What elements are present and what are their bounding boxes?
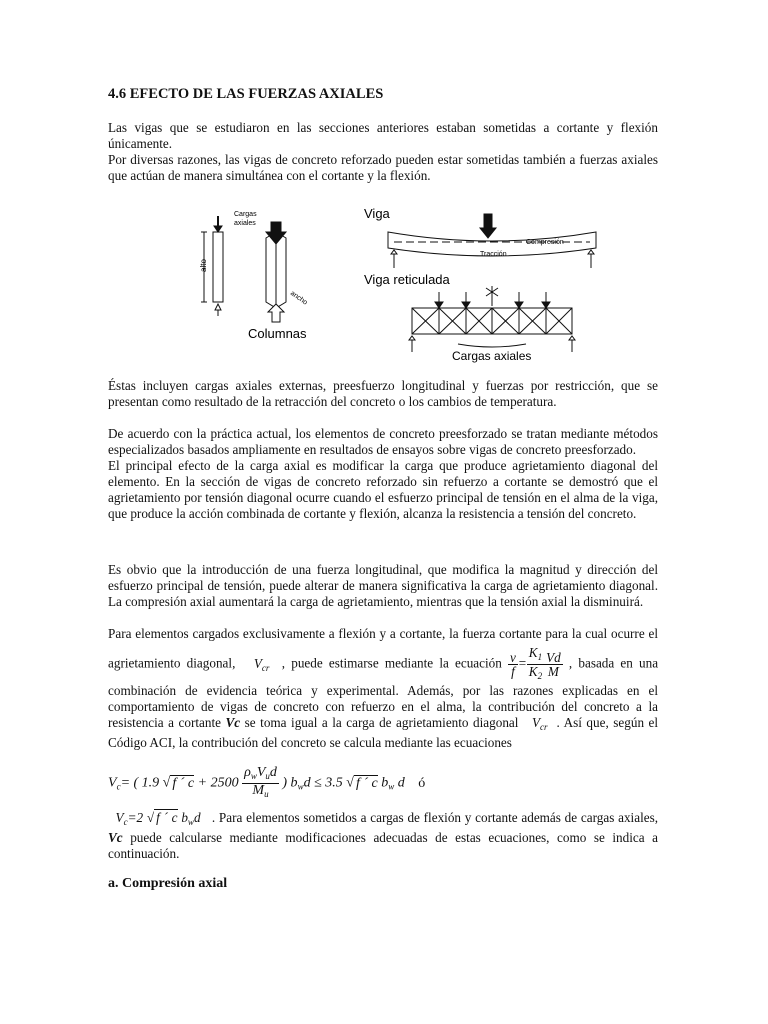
practica-line-2: El principal efecto de la carga axial es modificar la carga que produce agrietamiento diagonal del elemento. En la sección de vigas de concreto reforzado sin refuerzo a cortante se demostró que el agrietamiento por tensión diagonal ocurre cuando el esfuerzo principal de tensión en el alma de la viga, que produce la acción combinada de cortante y flexión, alcanza la resistencia a tensión del concreto. bbox=[108, 458, 658, 521]
column-2 bbox=[266, 222, 286, 322]
viga-label: Viga bbox=[364, 206, 390, 221]
vcr-symbol-2: $V_{cr}$ bbox=[522, 715, 548, 732]
compresion-label: Compresión bbox=[526, 239, 564, 246]
vcr-symbol: $V_{cr}$ bbox=[241, 655, 270, 673]
final-text-1: . Para elementos sometidos a cargas de flexión y cortante además de cargas axiales, bbox=[211, 810, 659, 825]
equation-vc-1: $V_c=$ ( 1.9 √ f ´ c + 2500 $\frac{\rho_wV_ud}{M_u}$ ) $b_wd \le 3.5$ √ f ´ c $b_w$ d ó bbox=[108, 765, 426, 799]
vc-bold-2: Vc bbox=[108, 830, 123, 845]
truss bbox=[409, 286, 575, 352]
final-paragraph bbox=[108, 810, 658, 862]
figure-caption: Cargas axiales bbox=[452, 349, 532, 363]
intro-line-2: Por diversas razones, las vigas de concreto reforzado pueden estar sometidas también a fuerzas axiales que actúan de manera simultánea con el cortante y la flexión. bbox=[108, 152, 658, 183]
equation-v-over-f: $\frac{v}{f}$ = $\frac{K_1}{K_2}$ $\frac{Vd}{M}$ bbox=[510, 645, 561, 681]
flexion-text-1: Para elementos cargados exclusivamente a flexión y a cortante, la fuerza cortante para la cual ocurre el agrietamiento diagonal, bbox=[108, 626, 658, 671]
axial-loads-figure bbox=[190, 198, 630, 370]
flexion-text-2: , puede estimarse mediante la ecuación bbox=[281, 655, 502, 671]
equation-vc-2: $V_c=2$ √ f ´ c $b_wd$ bbox=[108, 810, 209, 827]
columnas-label: Columnas bbox=[248, 326, 307, 341]
section-title: 4.6 EFECTO DE LAS FUERZAS AXIALES bbox=[108, 86, 384, 102]
intro-line-1: Las vigas que se estudiaron en las secciones anteriores estaban sometidas a cortante y flexión únicamente. bbox=[108, 120, 658, 151]
intro-paragraph bbox=[108, 120, 658, 184]
estas-paragraph: Éstas incluyen cargas axiales externas, preesfuerzo longitudinal y fuerzas por restricción, que se presentan como resultado de la retracción del concreto o los cambios de temperatura. bbox=[108, 378, 658, 409]
subheading-compresion: a. Compresión axial bbox=[108, 876, 228, 891]
practica-line-1: De acuerdo con la práctica actual, los elementos de concreto preesforzado se tratan mediante métodos especializados basados ampliamente en resultados de ensayos sobre vigas de concreto preesforzado. bbox=[108, 426, 658, 457]
ancho-label: ancho bbox=[288, 289, 309, 307]
vc-bold-1: Vc bbox=[225, 715, 241, 730]
alto-label: alto bbox=[199, 259, 208, 272]
obvio-paragraph: Es obvio que la introducción de una fuerza longitudinal, que modifica la magnitud y dirección del esfuerzo principal de tensión, puede alterar de manera significativa la carga de agrietamiento diagonal. La compresión axial aumentará la carga de agrietamiento, mientras que la tensión axial la disminuirá. bbox=[108, 562, 658, 609]
flexion-text-3: , basada en una combinación de evidencia teórica y experimental. Además, por las razones explicadas en el comportamiento de vigas de concreto con refuerzo en el alma, la contribución del concreto a la resistencia a cortante bbox=[108, 655, 659, 730]
cargas-axiales-label-2: axiales bbox=[234, 220, 256, 227]
eq-o: ó bbox=[418, 775, 426, 791]
traccion-label: Tracción bbox=[480, 251, 507, 258]
flexion-paragraph bbox=[108, 626, 658, 751]
beam bbox=[388, 214, 596, 268]
final-text-2: puede calcularse mediante modificaciones adecuadas de estas ecuaciones, como se indica a continuación. bbox=[108, 830, 658, 861]
practica-paragraph bbox=[108, 426, 658, 522]
cargas-axiales-label-1: Cargas bbox=[234, 211, 257, 218]
flexion-text-4: se toma igual a la carga de agrietamiento diagonal bbox=[244, 715, 519, 730]
flexion-text-5: . Así que, según el Código ACI, la contribución del concreto se calcula mediante las ecuaciones bbox=[108, 715, 659, 750]
viga-reticulada-label: Viga reticulada bbox=[364, 272, 450, 287]
